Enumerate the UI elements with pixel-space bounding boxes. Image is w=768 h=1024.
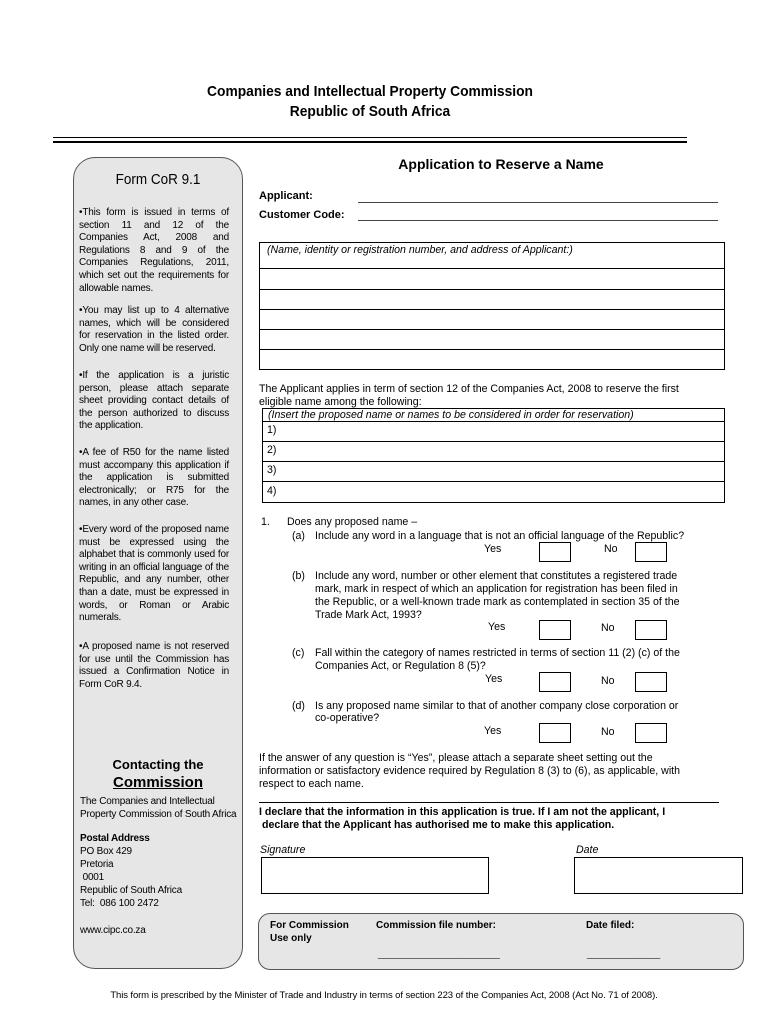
proposed-name-1[interactable]: 1)	[267, 424, 277, 436]
header-rule-thick	[53, 141, 687, 143]
postal-line: Republic of South Africa	[80, 885, 182, 896]
question-d-no-checkbox[interactable]	[635, 723, 667, 743]
question-b-yes-checkbox[interactable]	[539, 620, 571, 640]
date-box[interactable]	[574, 857, 743, 894]
contact-heading-commission: Commission	[112, 774, 203, 791]
commission-use-label: For Commission	[270, 920, 349, 931]
applicant-details-box[interactable]	[259, 242, 725, 370]
applicant-details-hint: (Name, identity or registration number, and address of Applicant:)	[267, 244, 573, 256]
applicant-details-line	[259, 289, 725, 290]
proposed-name-3[interactable]: 3)	[267, 464, 277, 476]
question-d-text: co-operative?	[315, 712, 380, 724]
proposed-name-2[interactable]: 2)	[267, 444, 277, 456]
declaration-rule	[259, 802, 719, 803]
applies-text: eligible name among the following:	[259, 396, 422, 408]
applicant-label: Applicant:	[259, 190, 313, 202]
sidebar-note: • A proposed name is not reserved for use until the Commission has issued a Confirmation Notice in Form CoR 9.4.	[79, 641, 229, 691]
customer-code-input[interactable]	[358, 220, 718, 221]
footer-note: This form is prescribed by the Minister of Trade and Industry in terms of section 223 of the Companies Act, 2008 (Act No. 71 of 2008).	[110, 990, 658, 1001]
question-c-text: Companies Act, or Regulation 8 (5)?	[315, 660, 486, 672]
phone-line: Tel: 086 100 2472	[80, 898, 159, 909]
question-number: 1.	[261, 516, 270, 528]
applicant-input[interactable]	[358, 202, 718, 203]
applicant-details-line	[259, 268, 725, 269]
yes-instruction: If the answer of any question is “Yes”, please attach a separate sheet setting out the	[259, 752, 653, 764]
sidebar-note: • This form is issued in terms of section 11 and 12 of the Companies Act, 2008 and Regulations 8 and 9 of the Companies Regulations, 2011, which set out the requirements for allowable names.	[79, 207, 229, 295]
signature-box[interactable]	[261, 857, 489, 894]
commission-file-number-label: Commission file number:	[376, 920, 497, 931]
form-title: Application to Reserve a Name	[398, 156, 604, 172]
postal-line: PO Box 429	[80, 846, 132, 857]
yes-label: Yes	[484, 725, 502, 737]
proposed-names-line	[262, 461, 725, 462]
org-name-line: The Companies and Intellectual	[80, 796, 215, 807]
sidebar-note: • A fee of R50 for the name listed must accompany this application if the application is submitted electronically; or R75 for the names, in any other case.	[79, 447, 229, 510]
no-label: No	[601, 622, 615, 634]
applicant-details-line	[259, 329, 725, 330]
commission-file-number-field[interactable]: ______________________________	[378, 950, 500, 959]
yes-label: Yes	[484, 543, 502, 555]
question-c-no-checkbox[interactable]	[635, 672, 667, 692]
declaration-text: declare that the Applicant has authorised me to make this application.	[262, 819, 615, 831]
yes-label: Yes	[485, 673, 503, 685]
commission-use-label: Use only	[270, 933, 312, 944]
no-label: No	[601, 675, 615, 687]
proposed-names-line	[262, 441, 725, 442]
declaration-text: I declare that the information in this application is true. If I am not the applicant, I	[259, 806, 666, 818]
postal-line: Pretoria	[80, 859, 114, 870]
postal-heading: Postal Address	[80, 833, 150, 844]
proposed-names-line	[262, 421, 725, 422]
applicant-details-line	[259, 309, 725, 310]
applies-text: The Applicant applies in term of section 12 of the Companies Act, 2008 to reserve the first	[259, 383, 679, 395]
question-b-text: Include any word, number or other element that constitutes a registered trade	[315, 570, 678, 582]
question-b-text: Trade Mark Act, 1993?	[315, 609, 422, 621]
question-c-letter: (c)	[292, 647, 305, 659]
proposed-names-hint: (Insert the proposed name or names to be considered in order for reservation)	[268, 409, 634, 421]
header-subtitle: Republic of South Africa	[289, 103, 451, 120]
date-filed-field[interactable]: __________________	[587, 950, 660, 959]
header-rule	[53, 137, 687, 138]
question-b-letter: (b)	[292, 570, 305, 582]
website-link[interactable]: www.cipc.co.za	[80, 925, 146, 936]
question-a-yes-checkbox[interactable]	[539, 542, 571, 562]
question-a-no-checkbox[interactable]	[635, 542, 667, 562]
question-c-text: Fall within the category of names restricted in terms of section 11 (2) (c) of the	[315, 647, 680, 659]
header-title: Companies and Intellectual Property Commission	[207, 83, 533, 100]
date-filed-label: Date filed:	[586, 920, 635, 931]
question-a-letter: (a)	[292, 530, 305, 542]
question-b-text: the Republic, or a well-known trade mark as contemplated in section 35 of the	[315, 596, 680, 608]
no-label: No	[601, 726, 615, 738]
question-c-yes-checkbox[interactable]	[539, 672, 571, 692]
question-d-yes-checkbox[interactable]	[539, 723, 571, 743]
no-label: No	[604, 543, 618, 555]
sidebar-note: • You may list up to 4 alternative names, which will be considered for reservation in the listed order. Only one name will be reserved.	[79, 305, 229, 355]
sidebar-note: • If the application is a juristic person, please attach separate sheet providing contact details of the person authorized to discuss the application.	[79, 370, 229, 433]
question-b-text: mark, mark in respect of which an application for registration has been filed in	[315, 583, 678, 595]
contact-heading: Contacting the	[112, 757, 204, 772]
applicant-details-line	[259, 349, 725, 350]
form-code-title: Form CoR 9.1	[115, 171, 201, 188]
question-b-no-checkbox[interactable]	[635, 620, 667, 640]
customer-code-label: Customer Code:	[259, 209, 345, 221]
yes-label: Yes	[488, 621, 506, 633]
org-name-line: Property Commission of South Africa	[80, 809, 237, 820]
yes-instruction: respect to each name.	[259, 778, 364, 790]
postal-line: 0001	[80, 872, 105, 883]
signature-label: Signature	[260, 844, 306, 856]
yes-instruction: information or satisfactory evidence required by Regulation 8 (3) to (6), as applicable, with	[259, 765, 681, 777]
question-intro: Does any proposed name –	[287, 516, 418, 528]
sidebar-note: • Every word of the proposed name must be expressed using the alphabet that is commonly used for writing in an official language of the Republic, and any number, other than a date, must be expressed in words, or Roman or Arabic numerals.	[79, 524, 229, 625]
proposed-names-line	[262, 481, 725, 482]
question-d-letter: (d)	[292, 700, 305, 712]
date-label: Date	[576, 844, 599, 856]
question-d-text: Is any proposed name similar to that of another company close corporation or	[315, 700, 679, 712]
question-a-text: Include any word in a language that is not an official language of the Republic?	[315, 530, 685, 542]
proposed-name-4[interactable]: 4)	[267, 485, 277, 497]
